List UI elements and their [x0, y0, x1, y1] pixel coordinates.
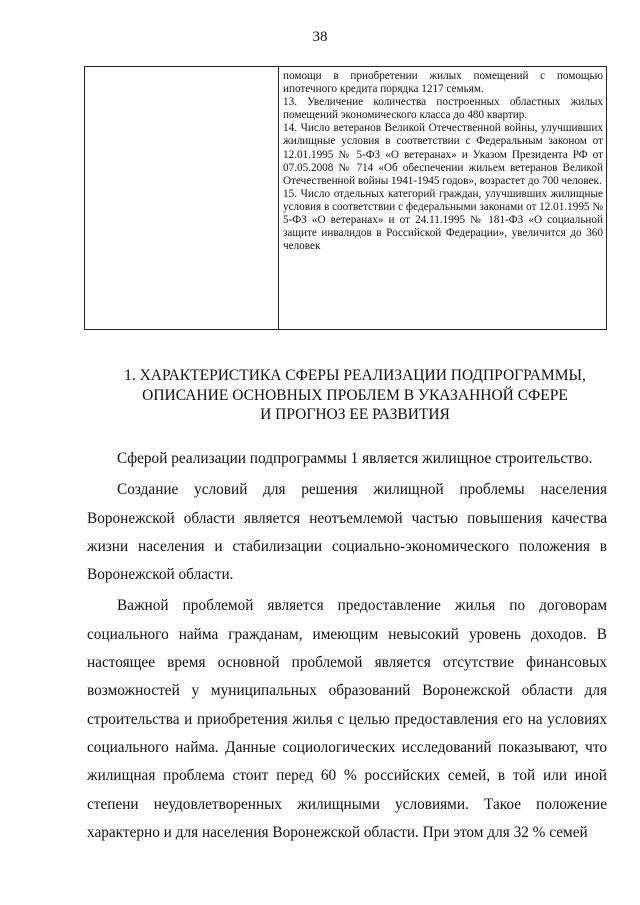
page-number: 38 [312, 29, 328, 45]
table-item: 13. Увеличение количества построенных областных жилых помещений экономического класса до 480 квартир. [283, 96, 603, 122]
section-heading-line: 1. ХАРАКТЕРИСТИКА СФЕРЫ РЕАЛИЗАЦИИ ПОДПРОГРАММЫ, [124, 367, 586, 384]
section-heading-line: И ПРОГНОЗ ЕЕ РАЗВИТИЯ [260, 406, 450, 423]
results-table [84, 66, 607, 330]
table-item: помощи в приобретении жилых помещений с помощью ипотечного кредита порядка 1217 семьям. [283, 70, 603, 96]
table-item: 15. Число отдельных категорий граждан, улучшивших жилищные условия в соответствии с федеральными законами от 12.01.1995 № 5-ФЗ «О ветеранах» и от 24.11.1995 № 181-ФЗ «О социальной защите инвалидов в Российской Федерации», увеличится до 360 человек [283, 187, 603, 253]
table-right-cell [283, 70, 603, 253]
paragraph: Важной проблемой является предоставление жилья по договорам социального найма гражданам, имеющим невысокий уровень доходов. В настоящее время основной проблемой является отсутствие финансовых возможностей у муниципальных образований Воронежской области для строительства и приобретения жилья с целью предоставления его на условиях социального найма. Данные социологических исследований показывают, что жилищная проблема стоит перед 60 % российских семей, в той или иной степени неудовлетворенных жилищными условиями. Такое положение характерно и для населения Воронежской области. При этом для 32 % семей [87, 597, 607, 841]
section-heading [110, 366, 600, 425]
paragraph: Создание условий для решения жилищной проблемы населения Воронежской области является неотъемлемой частью повышения качества жизни населения и стабилизации социально-экономического положения в Воронежской области. [87, 481, 607, 584]
table-column-divider [278, 67, 279, 329]
paragraph: Сферой реализации подпрограммы 1 является жилищное строительство. [117, 450, 593, 467]
section-heading-line: ОПИСАНИЕ ОСНОВНЫХ ПРОБЛЕМ В УКАЗАННОЙ СФЕРЕ [142, 386, 568, 404]
table-item: 14. Число ветеранов Великой Отечественной войны, улучшивших жилищные условия в соответствии с Федеральным законом от 12.01.1995 № 5-ФЗ «О ветеранах» и Указом Президента РФ от 07.05.2008 № 714 «Об обеспечении жильем ветеранов Великой Отечественной войны 1941-1945 годов», возрастет до 700 человек. [283, 122, 603, 187]
body-text [87, 445, 607, 850]
